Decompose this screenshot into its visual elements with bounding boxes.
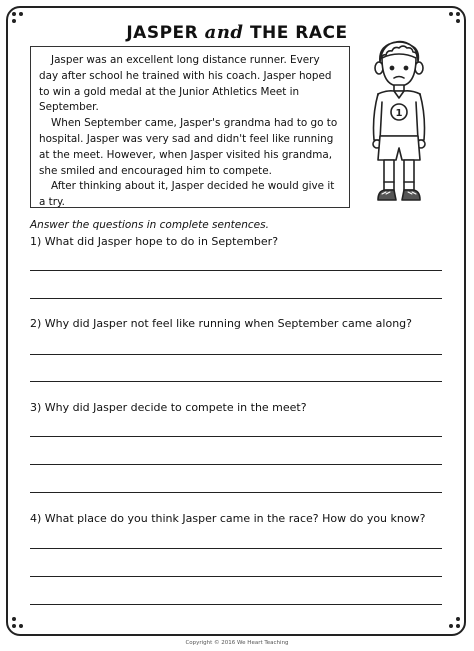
runner-boy-illustration	[356, 36, 442, 212]
title-connector: and	[204, 22, 244, 43]
answer-line-4c[interactable]	[30, 604, 442, 605]
copyright-notice: Copyright © 2016 We Heart Teaching	[185, 640, 289, 646]
answer-line-2b[interactable]	[30, 381, 442, 382]
question-4: 4) What place do you think Jasper came in the race? How do you know?	[30, 512, 426, 525]
corner-decoration-bottom-right	[442, 610, 462, 630]
answer-line-4a[interactable]	[30, 548, 442, 549]
question-3: 3) Why did Jasper decide to compete in the meet?	[30, 401, 307, 414]
bib-number: 1	[395, 108, 403, 119]
title-the-race: THE RACE	[249, 23, 348, 43]
answer-line-3b[interactable]	[30, 464, 442, 465]
passage-paragraph-1: Jasper was an excellent long distance runner. Every day after school he trained with his coach. Jasper hoped to win a gold medal at the Junior Athletics Meet in September.	[39, 54, 332, 114]
corner-decoration-bottom-left	[12, 610, 32, 630]
reading-passage	[30, 46, 350, 208]
passage-paragraph-2: When September came, Jasper's grandma had to go to hospital. Jasper was very sad and didn't feel like running at the meet. However, when Jasper visited his grandma, she smiled and encouraged him to compete.	[39, 117, 338, 177]
question-1: 1) What did Jasper hope to do in September?	[30, 235, 279, 248]
answer-line-1a[interactable]	[30, 270, 442, 271]
answer-line-4b[interactable]	[30, 576, 442, 577]
title-jasper: JASPER	[126, 23, 199, 43]
answer-line-3a[interactable]	[30, 436, 442, 437]
answer-line-1b[interactable]	[30, 298, 442, 299]
answer-line-3c[interactable]	[30, 492, 442, 493]
question-2: 2) Why did Jasper not feel like running when September came along?	[30, 317, 413, 330]
answer-line-2a[interactable]	[30, 354, 442, 355]
instructions: Answer the questions in complete sentences.	[30, 219, 269, 231]
passage-paragraph-3: After thinking about it, Jasper decided he would give it a try.	[39, 180, 335, 209]
